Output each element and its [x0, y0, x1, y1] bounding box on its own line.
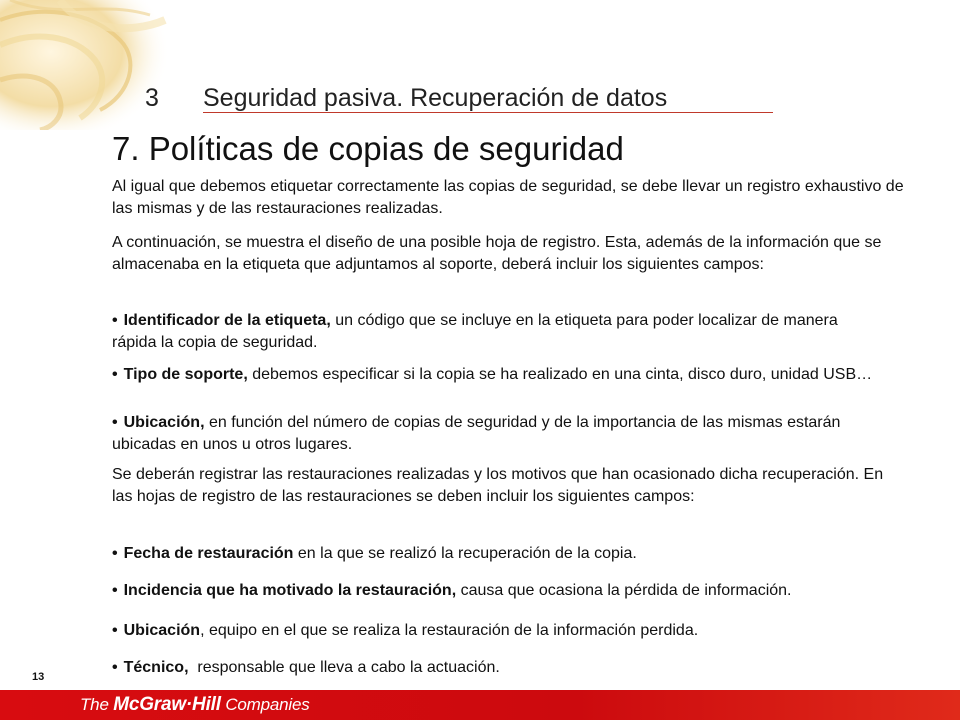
- field-description: causa que ocasiona la pérdida de información.: [456, 582, 792, 599]
- bullet-icon: •: [112, 659, 118, 676]
- bullet-icon: •: [112, 545, 118, 562]
- field-term: Ubicación,: [123, 414, 205, 431]
- field-description: debemos especificar si la copia se ha realizado en una cinta, disco duro, unidad USB…: [247, 366, 873, 383]
- restore-item-location: [112, 620, 942, 642]
- field-term: Ubicación: [123, 622, 201, 639]
- field-term: Técnico,: [123, 659, 189, 676]
- logo-brand: McGraw·Hill: [113, 694, 221, 715]
- logo-prefix: The: [80, 695, 114, 714]
- chapter-number: 3: [145, 84, 159, 112]
- field-item-location: [112, 412, 852, 456]
- chapter-title: Seguridad pasiva. Recuperación de datos: [203, 84, 668, 112]
- field-description: en función del número de copias de seguridad y de la importancia de las mismas estarán ubicadas en unos u otros lugares.: [112, 414, 841, 453]
- field-description: un código que se incluye en la etiqueta para poder localizar de manera rápida la copia de seguridad.: [112, 312, 838, 351]
- field-term: Fecha de restauración: [123, 545, 294, 562]
- field-term: Identificador de la etiqueta,: [123, 312, 331, 329]
- publisher-logo: [80, 694, 310, 716]
- footer-bar: [0, 690, 960, 720]
- bullet-icon: •: [112, 312, 118, 329]
- restore-item-incident: [112, 580, 942, 602]
- field-term: Incidencia que ha motivado la restauración,: [123, 582, 457, 599]
- intro-paragraph-2: A continuación, se muestra el diseño de una posible hoja de registro. Esta, además de la información que se almacenaba en la etiqueta que adjuntamos al soporte, deberá incluir los siguientes campos:: [112, 234, 882, 273]
- field-term: Tipo de soporte,: [123, 366, 248, 383]
- chapter-title-underline: [203, 112, 773, 113]
- bullet-icon: •: [112, 414, 118, 431]
- field-description: , equipo en el que se realiza la restauración de la información perdida.: [200, 622, 699, 639]
- intro-paragraph-3: Se deberán registrar las restauraciones realizadas y los motivos que han ocasionado dicha recuperación. En las hojas de registro de las restauraciones se deben incluir los siguientes campos:: [112, 466, 884, 505]
- bullet-icon: •: [112, 366, 118, 383]
- bullet-icon: •: [112, 622, 118, 639]
- field-description: responsable que lleva a cabo la actuación.: [188, 659, 500, 676]
- field-item-label-id: [112, 310, 872, 354]
- restore-item-technician: [112, 657, 942, 679]
- logo-suffix: Companies: [220, 695, 310, 714]
- bullet-icon: •: [112, 582, 118, 599]
- intro-paragraph-1: Al igual que debemos etiquetar correctamente las copias de seguridad, se debe llevar un registro exhaustivo de las mismas y de las restauraciones realizadas.: [112, 178, 904, 217]
- field-item-media-type: [112, 364, 902, 386]
- restore-item-date: [112, 543, 932, 565]
- page-number: 13: [32, 671, 45, 683]
- field-description: en la que se realizó la recuperación de la copia.: [293, 545, 637, 562]
- slide-title: 7. Políticas de copias de seguridad: [112, 130, 624, 167]
